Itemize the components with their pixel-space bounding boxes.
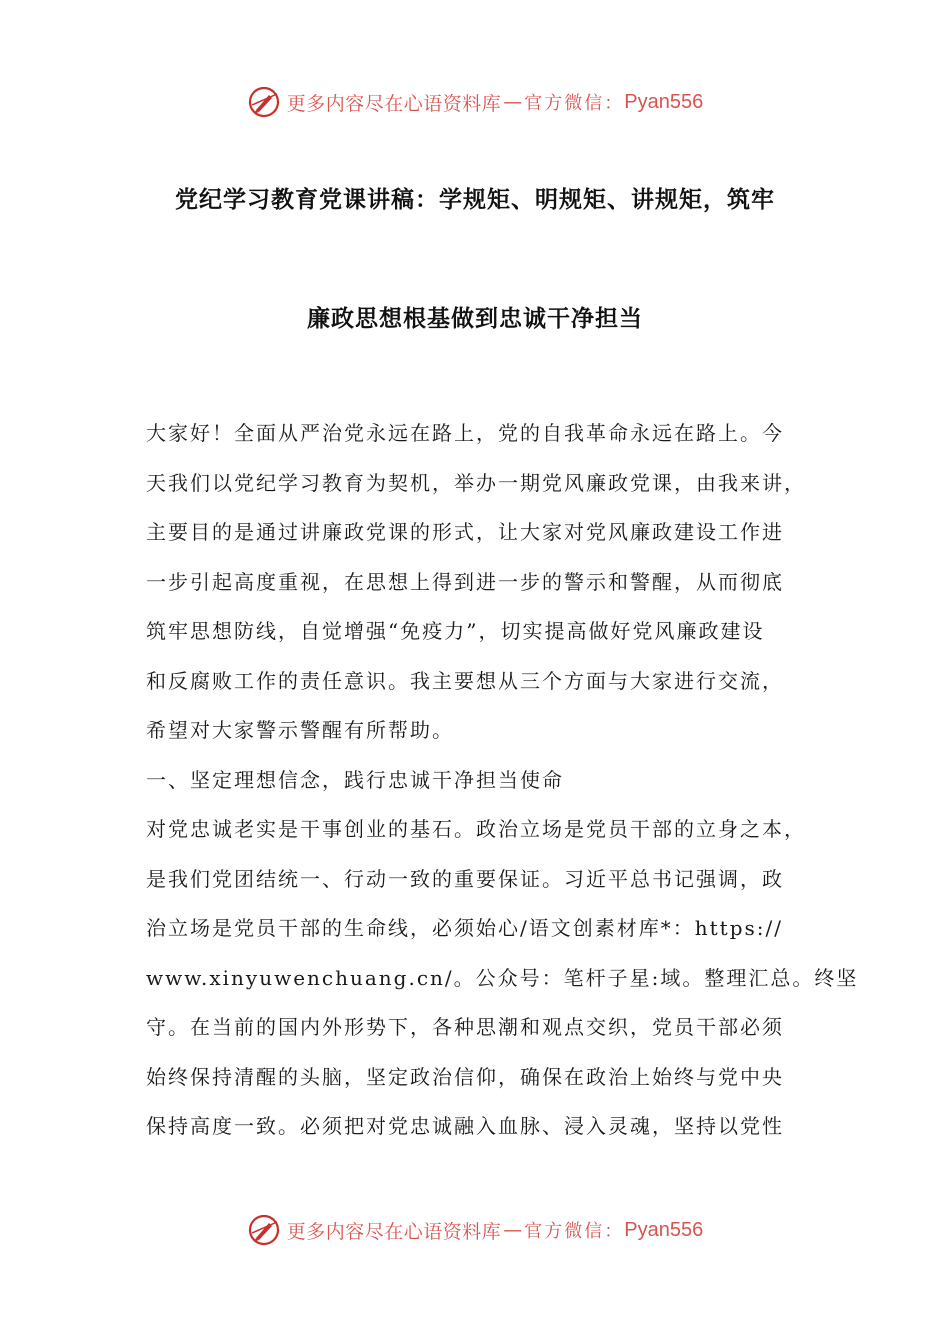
document-body bbox=[146, 413, 859, 1156]
body-line: 守。在当前的国内外形势下，各种思潮和观点交织，党员干部必须 bbox=[146, 1015, 784, 1039]
body-line: 大家好！全面从严治党永远在路上，党的自我革命永远在路上。今 bbox=[146, 421, 784, 445]
body-line: 始终保持清醒的头脑，坚定政治信仰，确保在政治上始终与党中央 bbox=[146, 1064, 784, 1089]
banner-dash: — bbox=[503, 91, 523, 113]
section-heading: 一、坚定理想信念，践行忠诚干净担当使命 bbox=[146, 767, 564, 792]
body-line: 和反腐败工作的责任意识。我主要想从三个方面与大家进行交流， bbox=[146, 668, 784, 693]
body-line: 治立场是党员干部的生命线，必须始心/语文创素材库*：https:// bbox=[146, 916, 783, 940]
banner-wechat-label: 官方微信： bbox=[524, 93, 625, 114]
body-line: 筑牢思想防线，自觉增强“免疫力”，切实提高做好党风廉政建设 bbox=[146, 619, 765, 643]
document-title-line-2: 廉政思想根基做到忠诚干净担当 bbox=[307, 306, 643, 332]
banner-text: 更多内容尽在心语资料库 bbox=[286, 1220, 502, 1243]
banner-text: 更多内容尽在心语资料库 bbox=[286, 92, 502, 115]
body-line: 是我们党团结统一、行动一致的重要保证。习近平总书记强调，政 bbox=[146, 866, 784, 891]
banner-dash: — bbox=[503, 1219, 523, 1241]
banner-wechat-id: Pyan556 bbox=[624, 1218, 704, 1241]
body-line: 希望对大家警示警醒有所帮助。 bbox=[146, 718, 454, 742]
body-line: 主要目的是通过讲廉政党课的形式，让大家对党风廉政建设工作进 bbox=[146, 520, 784, 544]
body-line: 对党忠诚老实是干事创业的基石。政治立场是党员干部的立身之本， bbox=[146, 817, 806, 841]
banner-wechat-label: 官方微信： bbox=[524, 1221, 625, 1242]
pen-nib-icon bbox=[247, 1213, 281, 1247]
header-banner bbox=[0, 82, 950, 122]
pen-nib-icon bbox=[247, 85, 281, 119]
body-line: www.xinyuwenchuang.cn/。公众号：笔杆子星:域。整理汇总。终坚 bbox=[146, 965, 859, 990]
body-line: 保持高度一致。必须把对党忠诚融入血脉、浸入灵魂，坚持以党性 bbox=[146, 1114, 784, 1138]
body-line: 天我们以党纪学习教育为契机，举办一期党风廉政党课，由我来讲， bbox=[146, 470, 806, 495]
body-line: 一步引起高度重视，在思想上得到进一步的警示和警醒，从而彻底 bbox=[146, 569, 784, 594]
banner-wechat-id: Pyan556 bbox=[624, 90, 704, 113]
footer-banner bbox=[0, 1210, 950, 1250]
document-title-line-1: 党纪学习教育党课讲稿：学规矩、明规矩、讲规矩，筑牢 bbox=[175, 187, 775, 213]
